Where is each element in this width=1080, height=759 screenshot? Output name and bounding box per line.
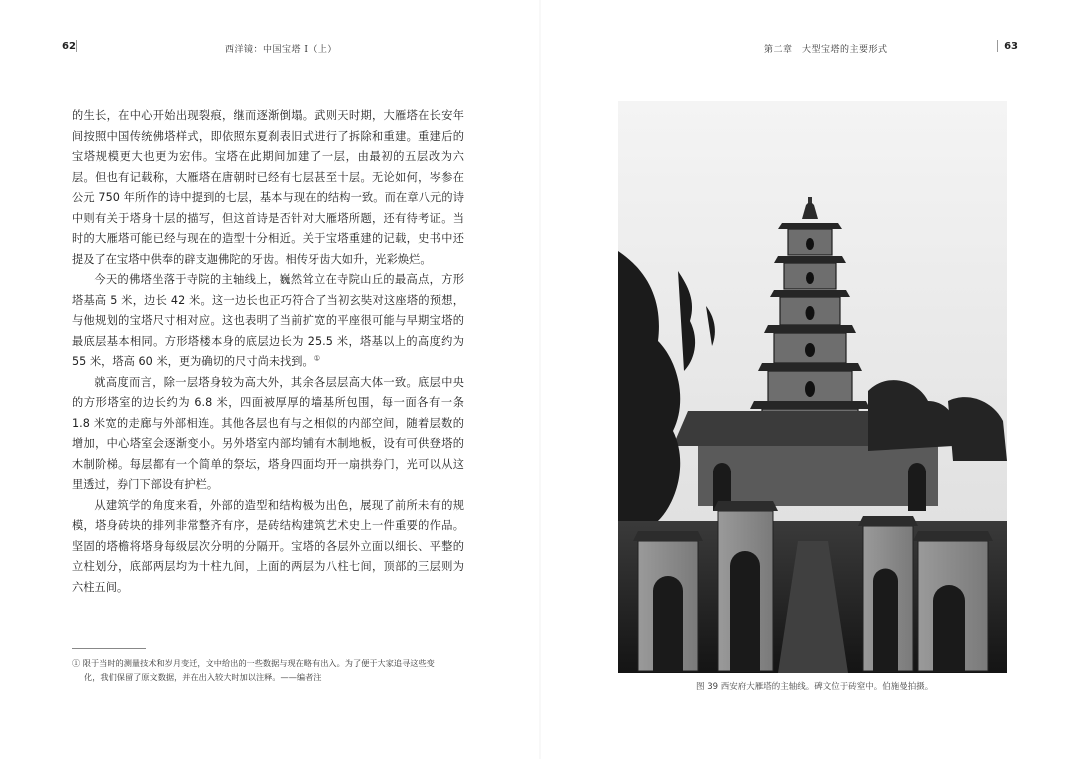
body-text: [72, 106, 464, 598]
footnote-line: ① 限于当时的测量技术和岁月变迁，文中给出的一些数据与现在略有出入。为了便于大家追寻这些变: [72, 658, 435, 668]
right-page: [540, 0, 1080, 759]
running-head-left: 西洋镜：中国宝塔 I（上）: [225, 45, 337, 55]
footnote: [72, 657, 466, 684]
pagoda-photo-image: [618, 101, 1007, 673]
figure-caption: 图 39 西安府大雁塔的主轴线。碑文位于砖窒中。伯施曼拍摄。: [696, 682, 934, 692]
page-number-right: 63: [1004, 41, 1018, 52]
footnote-mark: ①: [313, 354, 321, 363]
header-separator: [997, 40, 998, 52]
paragraph-text: 今天的佛塔坐落于寺院的主轴线上，巍然耸立在寺院山丘的最高点，方形塔基高 5 米，边长 42 米。这一边长也正巧符合了当初玄奘对这座塔的预想，与他规划的宝塔尺寸相对应。这也表明了当前扩宽的平座很可能与早期宝塔的最底层基本相同。方形塔楼本身的底层边长为 25.5 米，塔基以上的高度约为 55 米，塔高 60 米，更为确切的尺寸尚未找到。: [72, 273, 464, 368]
paragraph: [72, 270, 464, 373]
paragraph: 的生长，在中心开始出现裂痕，继而逐渐倒塌。武则天时期，大雁塔在长安年间按照中国传统佛塔样式，即依照东夏刹表旧式进行了拆除和重建。重建后的宝塔规模更大也更为宏伟。宝塔在此期间加建了一层，由最初的五层改为六层。但也有记载称，大雁塔在唐朝时已经有七层甚至十层。无论如何，岑参在公元 750 年所作的诗中提到的七层，基本与现在的结构一致。而在章八元的诗中则有关于塔身十层的描写，但这首诗是否针对大雁塔所题，还有待考证。当时的大雁塔可能已经与现在的造型十分相近。关于宝塔重建的记载，史书中还提及了在宝塔中供奉的辟支迦佛陀的牙齿。相传牙齿大如升，光彩焕烂。: [72, 109, 464, 266]
page-number-left: 62: [62, 41, 76, 52]
paragraph: 从建筑学的角度来看，外部的造型和结构极为出色，展现了前所未有的规模，塔身砖块的排列非常整齐有序，是砖结构建筑艺术史上一件重要的作品。坚固的塔檐将塔身每级层次分明的分隔开。宝塔的各层外立面以细长、平整的立柱划分，底部两层均为十柱九间，上面的两层为八柱七间，顶部的三层则为六柱五间。: [72, 498, 464, 594]
footnote-line: 化，我们保留了原文数据，并在出入较大时加以注释。——编者注: [84, 671, 322, 682]
header-separator: [76, 40, 77, 52]
running-head-right: 第二章 大型宝塔的主要形式: [764, 45, 888, 55]
paragraph: 就高度而言，除一层塔身较为高大外，其余各层层高大体一致。底层中央的方形塔室的边长约为 6.8 米，四面被厚厚的墙基所包围，每一面各有一条 1.8 米宽的走廊与外部相连。其他各层也有与之相似的内部空间，随着层数的增加，中心塔室会逐渐变小。另外塔室内部均铺有木制地板，设有可供登塔的木制阶梯。每层都有一个简单的祭坛，塔身四面均开一扇拱券门，光可以从这里透过，券门下部设有护栏。: [72, 375, 464, 491]
footnote-rule: [72, 648, 146, 649]
pagoda-photograph: [618, 101, 1007, 673]
